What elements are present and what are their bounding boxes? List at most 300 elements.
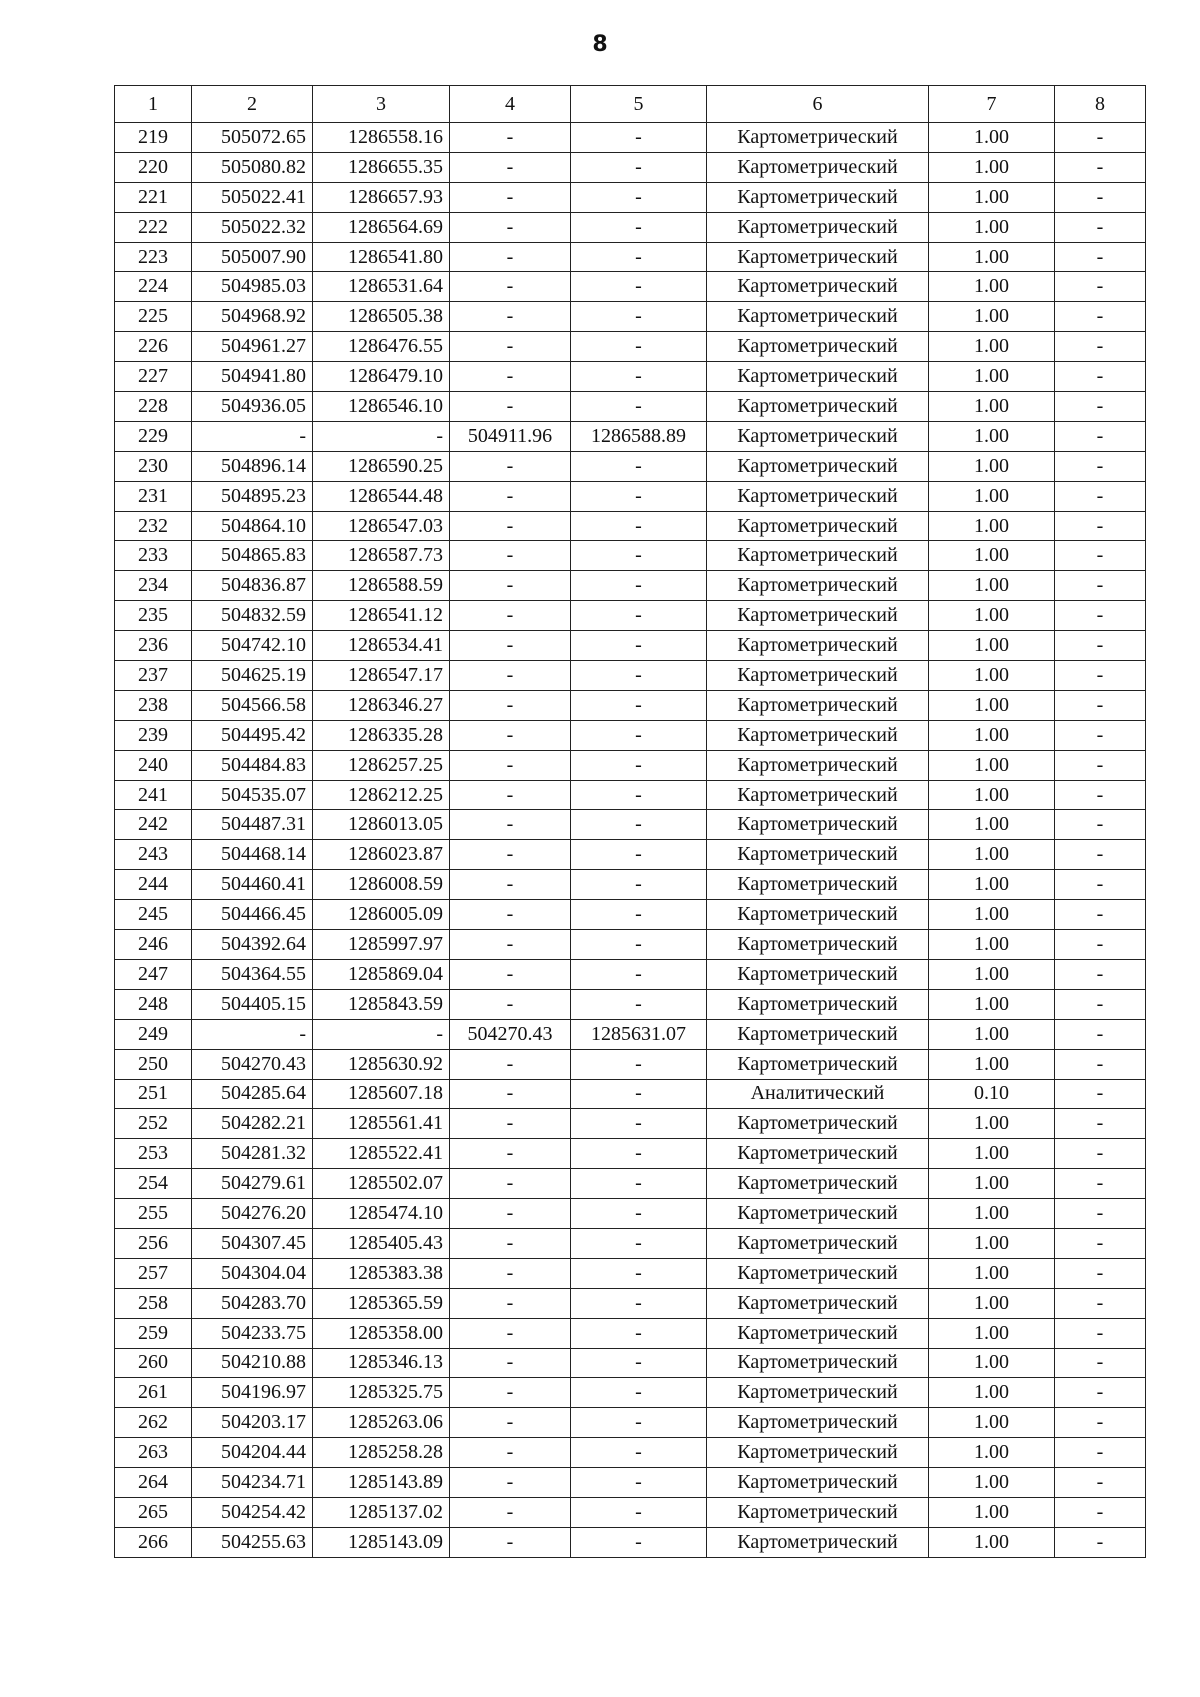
table-cell: - [571,362,707,392]
table-cell: 1.00 [929,332,1055,362]
table-cell: 1.00 [929,1288,1055,1318]
table-cell: - [1055,1527,1146,1557]
table-cell: - [450,362,571,392]
table-cell: 231 [115,481,192,511]
table-cell: - [571,1079,707,1109]
table-cell: - [1055,571,1146,601]
table-cell: - [450,212,571,242]
table-cell: - [571,451,707,481]
table-cell: - [571,481,707,511]
table-cell: Картометрический [707,421,929,451]
table-cell: - [571,571,707,601]
table-cell: - [1055,930,1146,960]
table-cell: - [450,959,571,989]
table-cell: Картометрический [707,1468,929,1498]
table-cell: Картометрический [707,840,929,870]
table-cell: 261 [115,1378,192,1408]
table-cell: 505007.90 [192,242,313,272]
table-cell: 262 [115,1408,192,1438]
table-cell: - [1055,1468,1146,1498]
table-cell: 233 [115,541,192,571]
table-row [115,1408,1146,1438]
table-cell: - [1055,272,1146,302]
table-cell: 504304.04 [192,1258,313,1288]
table-row [115,1109,1146,1139]
table-cell: Картометрический [707,1497,929,1527]
table-cell: 505072.65 [192,123,313,153]
table-cell: - [450,780,571,810]
table-cell: Картометрический [707,123,929,153]
table-cell: Картометрический [707,870,929,900]
table-cell: 504865.83 [192,541,313,571]
table-cell: 1.00 [929,1228,1055,1258]
table-cell: - [1055,1199,1146,1229]
table-row [115,362,1146,392]
table-row [115,989,1146,1019]
table-cell: 1.00 [929,959,1055,989]
table-cell: 504484.83 [192,750,313,780]
table-cell: 1286335.28 [313,720,450,750]
table-cell: 1.00 [929,1527,1055,1557]
table-cell: 265 [115,1497,192,1527]
table-cell: 241 [115,780,192,810]
table-cell: 1.00 [929,631,1055,661]
table-cell: Картометрический [707,1139,929,1169]
table-cell: 504204.44 [192,1438,313,1468]
table-cell: 505080.82 [192,152,313,182]
table-cell: - [1055,720,1146,750]
column-header: 3 [313,86,450,123]
table-row [115,1139,1146,1169]
table-cell: - [571,182,707,212]
table-cell: 1286005.09 [313,900,450,930]
table-cell: 235 [115,601,192,631]
table-cell: 248 [115,989,192,1019]
page-number: 8 [592,32,608,57]
table-cell: - [571,1318,707,1348]
table-cell: Картометрический [707,750,929,780]
table-cell: - [571,631,707,661]
table-cell: - [571,780,707,810]
table-cell: 1286564.69 [313,212,450,242]
table-cell: - [571,1527,707,1557]
table-cell: 504392.64 [192,930,313,960]
table-cell: 504255.63 [192,1527,313,1557]
table-cell: 234 [115,571,192,601]
table-cell: - [1055,661,1146,691]
table-cell: 1.00 [929,1408,1055,1438]
table-cell: 1286590.25 [313,451,450,481]
table-cell: - [450,302,571,332]
table-cell: 1285474.10 [313,1199,450,1229]
table-cell: - [450,1079,571,1109]
table-cell: 249 [115,1019,192,1049]
table-cell: Картометрический [707,1109,929,1139]
table-cell: 236 [115,631,192,661]
table-cell: 1285997.97 [313,930,450,960]
table-cell: 243 [115,840,192,870]
table-cell: - [571,870,707,900]
table-cell: 1286212.25 [313,780,450,810]
table-cell: - [571,601,707,631]
table-row [115,332,1146,362]
table-cell: 1.00 [929,1258,1055,1288]
table-row [115,272,1146,302]
table-cell: - [192,1019,313,1049]
table-cell: - [450,571,571,601]
table-cell: - [571,1468,707,1498]
table-cell: - [1055,601,1146,631]
table-cell: 225 [115,302,192,332]
table-cell: Аналитический [707,1079,929,1109]
table-cell: Картометрический [707,1019,929,1049]
table-cell: 504985.03 [192,272,313,302]
table-cell: 1285630.92 [313,1049,450,1079]
table-cell: 1285405.43 [313,1228,450,1258]
table-cell: Картометрический [707,541,929,571]
table-cell: 1.00 [929,511,1055,541]
table-cell: 0.10 [929,1079,1055,1109]
table-cell: 1.00 [929,1109,1055,1139]
table-cell: 504936.05 [192,392,313,422]
table-row [115,1079,1146,1109]
table-cell: - [1055,1079,1146,1109]
table-cell: Картометрический [707,1049,929,1079]
table-cell: Картометрический [707,601,929,631]
table-cell: Картометрический [707,362,929,392]
table-cell: - [1055,1109,1146,1139]
table-cell: - [1055,690,1146,720]
table-cell: - [571,152,707,182]
table-cell: Картометрический [707,900,929,930]
table-cell: Картометрический [707,780,929,810]
table-cell: 1.00 [929,1049,1055,1079]
table-cell: - [571,302,707,332]
table-cell: - [1055,900,1146,930]
table-cell: 1285631.07 [571,1019,707,1049]
table-cell: - [450,631,571,661]
table-cell: 1.00 [929,601,1055,631]
table-cell: 232 [115,511,192,541]
table-cell: - [1055,242,1146,272]
table-row [115,810,1146,840]
table-body [115,123,1146,1558]
table-row [115,392,1146,422]
table-cell: - [313,421,450,451]
table-cell: Картометрический [707,182,929,212]
table-cell: 254 [115,1169,192,1199]
table-cell: - [571,1438,707,1468]
table-cell: - [571,1258,707,1288]
table-cell: 1286588.89 [571,421,707,451]
table-cell: 504234.71 [192,1468,313,1498]
table-cell: Картометрический [707,1288,929,1318]
table-cell: 505022.32 [192,212,313,242]
table-cell: Картометрический [707,571,929,601]
table-cell: 504254.42 [192,1497,313,1527]
table-row [115,959,1146,989]
table-cell: 504968.92 [192,302,313,332]
table-row [115,212,1146,242]
table-cell: - [571,1049,707,1079]
table-cell: 504895.23 [192,481,313,511]
table-cell: - [1055,1408,1146,1438]
table-cell: 1.00 [929,1378,1055,1408]
table-cell: - [1055,1497,1146,1527]
table-row [115,601,1146,631]
table-cell: - [1055,182,1146,212]
table-cell: Картометрический [707,631,929,661]
table-row [115,1468,1146,1498]
table-cell: - [450,900,571,930]
table-cell: 239 [115,720,192,750]
table-cell: 1285383.38 [313,1258,450,1288]
table-cell: - [450,1109,571,1139]
column-header: 8 [1055,86,1146,123]
table-cell: 1285346.13 [313,1348,450,1378]
table-row [115,421,1146,451]
table-cell: - [192,421,313,451]
table-cell: 1285143.89 [313,1468,450,1498]
table-cell: 1.00 [929,212,1055,242]
table-cell: 1286541.80 [313,242,450,272]
table-cell: Картометрический [707,332,929,362]
table-cell: 504282.21 [192,1109,313,1139]
table-cell: Картометрический [707,1228,929,1258]
table-cell: 1.00 [929,1468,1055,1498]
table-cell: Картометрический [707,451,929,481]
table-cell: 1286534.41 [313,631,450,661]
table-row [115,780,1146,810]
table-cell: - [1055,362,1146,392]
table-cell: - [1055,780,1146,810]
table-cell: - [571,332,707,362]
table-cell: 245 [115,900,192,930]
table-cell: - [450,1318,571,1348]
table-cell: Картометрический [707,989,929,1019]
table-cell: - [571,123,707,153]
table-cell: 504364.55 [192,959,313,989]
table-cell: 1286013.05 [313,810,450,840]
table-cell: - [571,1109,707,1139]
table-cell: Картометрический [707,272,929,302]
table-cell: - [450,661,571,691]
table-cell: 222 [115,212,192,242]
table-cell: 230 [115,451,192,481]
table-cell: - [450,272,571,302]
table-cell: 1.00 [929,152,1055,182]
table-cell: - [1055,152,1146,182]
table-cell: 253 [115,1139,192,1169]
table-cell: Картометрический [707,959,929,989]
table-cell: 1.00 [929,1199,1055,1229]
table-cell: 244 [115,870,192,900]
table-cell: 504281.32 [192,1139,313,1169]
table-cell: - [450,989,571,1019]
table-cell: 1.00 [929,1139,1055,1169]
table-cell: 250 [115,1049,192,1079]
table-cell: 266 [115,1527,192,1557]
table-cell: 229 [115,421,192,451]
table-cell: - [450,930,571,960]
table-cell: Картометрический [707,690,929,720]
table-cell: 1286655.35 [313,152,450,182]
table-cell: - [571,212,707,242]
table-cell: 260 [115,1348,192,1378]
table-row [115,631,1146,661]
table-cell: - [571,959,707,989]
table-cell: - [1055,541,1146,571]
table-cell: 1286023.87 [313,840,450,870]
table-cell: - [1055,511,1146,541]
table-row [115,870,1146,900]
table-cell: 504270.43 [450,1019,571,1049]
table-row [115,1199,1146,1229]
table-cell: 1.00 [929,571,1055,601]
table-cell: 504460.41 [192,870,313,900]
table-cell: - [450,1199,571,1229]
table-cell: 1.00 [929,272,1055,302]
table-cell: - [1055,212,1146,242]
table-cell: - [450,1049,571,1079]
table-cell: 1286558.16 [313,123,450,153]
table-row [115,1438,1146,1468]
table-cell: - [450,332,571,362]
table-cell: 221 [115,182,192,212]
table-cell: 504864.10 [192,511,313,541]
table-cell: Картометрический [707,242,929,272]
table-cell: 257 [115,1258,192,1288]
table-cell: 1.00 [929,1318,1055,1348]
table-cell: - [1055,1348,1146,1378]
table-cell: - [571,272,707,302]
table-cell: 1.00 [929,780,1055,810]
table-cell: - [1055,421,1146,451]
table-cell: - [450,1139,571,1169]
coordinates-table [114,85,1146,1558]
table-cell: 1.00 [929,1169,1055,1199]
table-cell: - [1055,870,1146,900]
table-cell: 223 [115,242,192,272]
table-cell: - [450,451,571,481]
table-cell: Картометрический [707,1169,929,1199]
table-cell: 1.00 [929,840,1055,870]
table-cell: Картометрический [707,152,929,182]
table-cell: - [1055,1169,1146,1199]
table-cell: 1.00 [929,810,1055,840]
table-cell: - [450,511,571,541]
column-header: 7 [929,86,1055,123]
table-cell: 238 [115,690,192,720]
table-cell: 1286657.93 [313,182,450,212]
table-cell: 264 [115,1468,192,1498]
table-row [115,481,1146,511]
table-cell: 226 [115,332,192,362]
table-cell: - [1055,481,1146,511]
table-cell: 504832.59 [192,601,313,631]
table-cell: 1.00 [929,451,1055,481]
table-cell: 505022.41 [192,182,313,212]
table-cell: - [450,123,571,153]
table-cell: 237 [115,661,192,691]
table-cell: - [450,1258,571,1288]
table-cell: 1285258.28 [313,1438,450,1468]
table-cell: - [1055,1019,1146,1049]
table-cell: - [450,1438,571,1468]
table-cell: 504270.43 [192,1049,313,1079]
table-cell: - [450,1527,571,1557]
table-cell: Картометрический [707,1348,929,1378]
table-cell: 1.00 [929,541,1055,571]
table-cell: Картометрический [707,1438,929,1468]
table-cell: - [1055,840,1146,870]
table-cell: 256 [115,1228,192,1258]
table-cell: 247 [115,959,192,989]
table-cell: Картометрический [707,1378,929,1408]
table-cell: 504911.96 [450,421,571,451]
table-cell: 504210.88 [192,1348,313,1378]
table-cell: 1286544.48 [313,481,450,511]
table-cell: Картометрический [707,1199,929,1229]
table-row [115,511,1146,541]
table-cell: 504466.45 [192,900,313,930]
table-cell: - [571,989,707,1019]
table-cell: 1286546.10 [313,392,450,422]
table-cell: 504405.15 [192,989,313,1019]
table-row [115,900,1146,930]
table-cell: - [313,1019,450,1049]
table-cell: - [571,900,707,930]
table-cell: 504742.10 [192,631,313,661]
table-cell: 1.00 [929,720,1055,750]
table-cell: - [571,930,707,960]
table-cell: - [571,661,707,691]
table-cell: 1285358.00 [313,1318,450,1348]
table-row [115,541,1146,571]
table-cell: - [450,1228,571,1258]
table-row [115,302,1146,332]
table-cell: Картометрический [707,481,929,511]
table-cell: - [571,1497,707,1527]
table-cell: - [571,690,707,720]
table-row [115,1527,1146,1557]
table-row [115,840,1146,870]
table-row [115,930,1146,960]
table-cell: 1285522.41 [313,1139,450,1169]
table-cell: 1.00 [929,750,1055,780]
table-cell: 1286547.17 [313,661,450,691]
table-cell: - [571,810,707,840]
table-cell: - [571,1288,707,1318]
table-cell: - [571,1378,707,1408]
table-cell: 504836.87 [192,571,313,601]
table-cell: - [1055,1438,1146,1468]
table-cell: 1.00 [929,900,1055,930]
table-cell: 1285561.41 [313,1109,450,1139]
table-cell: 1285263.06 [313,1408,450,1438]
column-header: 6 [707,86,929,123]
table-cell: 1286587.73 [313,541,450,571]
table-row [115,661,1146,691]
table-cell: - [450,720,571,750]
table-cell: 504961.27 [192,332,313,362]
table-cell: 1285607.18 [313,1079,450,1109]
table-cell: Картометрический [707,1408,929,1438]
table-cell: - [1055,1288,1146,1318]
table-cell: - [1055,810,1146,840]
table-cell: - [450,1348,571,1378]
table-cell: 1286257.25 [313,750,450,780]
